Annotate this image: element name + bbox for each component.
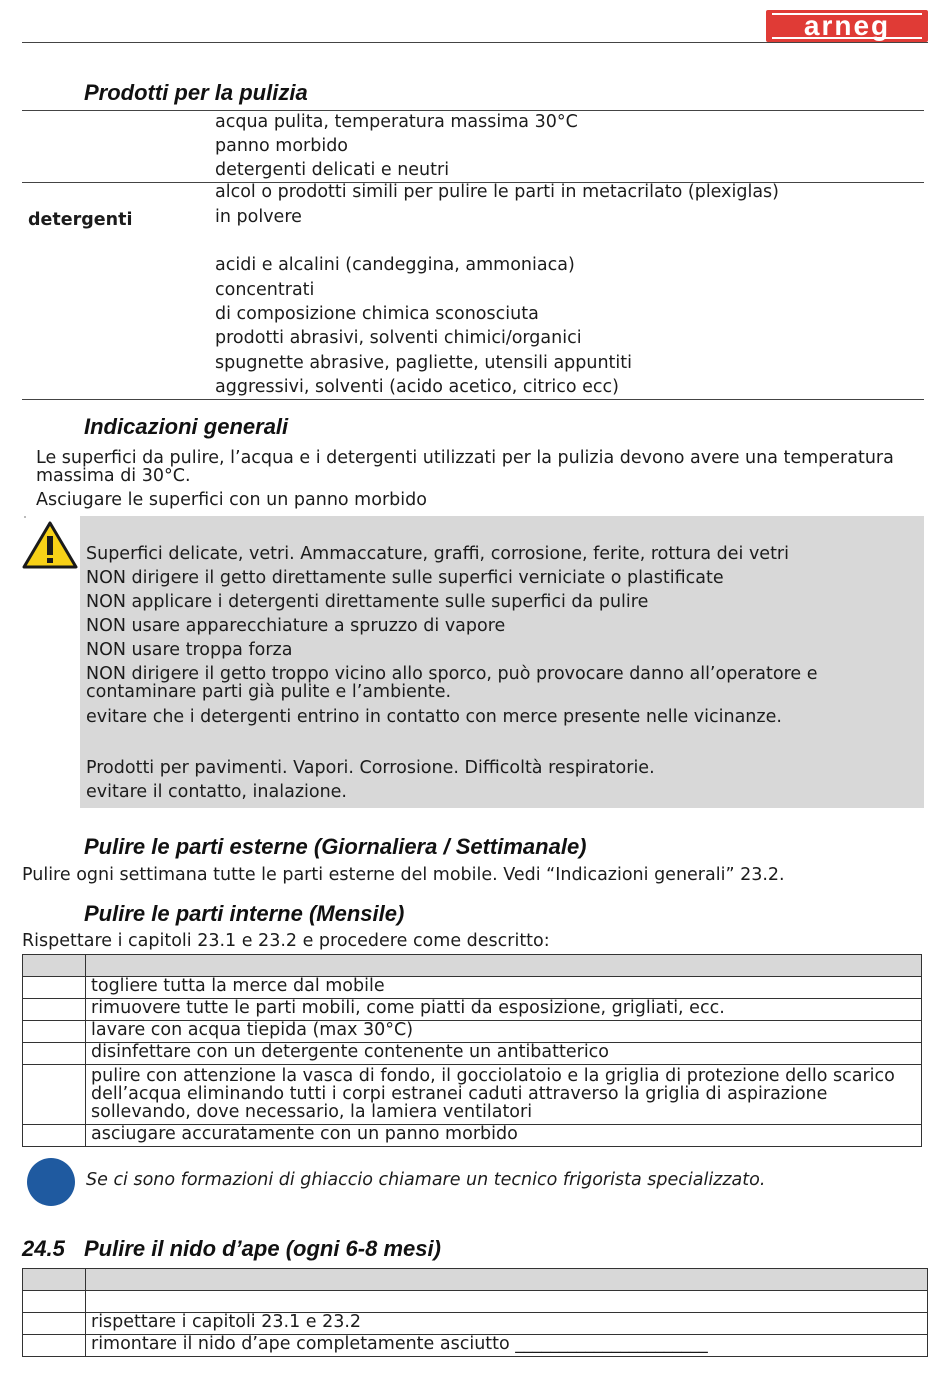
table-header-row bbox=[23, 955, 922, 977]
logo-text: arneg bbox=[772, 13, 922, 39]
forbidden-item: concentrati bbox=[215, 280, 315, 300]
header-rule bbox=[22, 42, 928, 43]
section-number: 24.5 bbox=[22, 1236, 65, 1261]
allowed-item: panno morbido bbox=[215, 136, 349, 156]
forbidden-item: prodotti abrasivi, solventi chimici/organici bbox=[215, 328, 582, 348]
detergenti-label: detergenti bbox=[28, 210, 133, 230]
warning-triangle-icon bbox=[22, 520, 78, 570]
external-heading: Pulire le parti esterne (Giornaliera / Settimanale) bbox=[84, 834, 587, 859]
step-text: disinfettare con un detergente contenente un antibatterico bbox=[86, 1043, 922, 1065]
info-text: Se ci sono formazioni di ghiaccio chiamare un tecnico frigorista specializzato. bbox=[86, 1170, 766, 1190]
forbidden-item: in polvere bbox=[215, 207, 302, 227]
forbidden-item: acidi e alcalini (candeggina, ammoniaca) bbox=[215, 255, 575, 275]
general-paragraph: Le superfici da pulire, l’acqua e i detergenti utilizzati per la pulizia devono avere una temperatura massima di 30°C. bbox=[36, 448, 894, 486]
step-text: togliere tutta la merce dal mobile bbox=[86, 977, 922, 999]
warning-line: evitare il contatto, inalazione. bbox=[86, 782, 347, 802]
internal-steps-table bbox=[22, 954, 922, 1147]
step-text: pulire con attenzione la vasca di fondo, il gocciolatoio e la griglia di protezione dello scarico dell’acqua eliminando tutti i corpi estranei caduti attraverso la griglia di aspirazione sollevando, dove necessario, la lamiera ventilatori bbox=[86, 1065, 922, 1125]
allowed-item: detergenti delicati e neutri bbox=[215, 160, 450, 180]
table-row bbox=[23, 977, 922, 999]
warning-line: Prodotti per pavimenti. Vapori. Corrosione. Difficoltà respiratorie. bbox=[86, 758, 655, 778]
arneg-logo bbox=[766, 10, 928, 42]
step-text: rispettare i capitoli 23.1 e 23.2 bbox=[86, 1313, 928, 1335]
table-row bbox=[23, 1291, 928, 1313]
forbidden-item: spugnette abrasive, pagliette, utensili appuntiti bbox=[215, 353, 633, 373]
info-circle-icon bbox=[27, 1158, 75, 1206]
warning-line: NON usare troppa forza bbox=[86, 640, 293, 660]
external-text: Pulire ogni settimana tutte le parti esterne del mobile. Vedi “Indicazioni generali” 23.2. bbox=[22, 865, 785, 885]
warning-icon-column bbox=[24, 516, 26, 518]
honeycomb-heading: Pulire il nido d’ape (ogni 6-8 mesi) bbox=[84, 1236, 441, 1261]
table-row bbox=[23, 999, 922, 1021]
table-row bbox=[23, 1065, 922, 1125]
step-text: rimontare il nido d’ape completamente asciutto ______________________ bbox=[86, 1335, 928, 1357]
table-header-row bbox=[23, 1269, 928, 1291]
warning-line: NON dirigere il getto direttamente sulle superfici verniciate o plastificate bbox=[86, 568, 724, 588]
step-text bbox=[86, 1291, 928, 1313]
allowed-item: acqua pulita, temperatura massima 30°C bbox=[215, 112, 578, 132]
general-heading: Indicazioni generali bbox=[84, 414, 289, 439]
warning-line: NON usare apparecchiature a spruzzo di vapore bbox=[86, 616, 506, 636]
forbidden-item: aggressivi, solventi (acido acetico, citrico ecc) bbox=[215, 377, 619, 397]
table-row bbox=[23, 1335, 928, 1357]
step-text: lavare con acqua tiepida (max 30°C) bbox=[86, 1021, 922, 1043]
internal-intro: Rispettare i capitoli 23.1 e 23.2 e procedere come descritto: bbox=[22, 931, 550, 951]
forbidden-item: alcol o prodotti simili per pulire le parti in metacrilato (plexiglas) bbox=[215, 182, 779, 202]
honeycomb-steps-table bbox=[22, 1268, 928, 1357]
table-row bbox=[23, 1043, 922, 1065]
warning-line: evitare che i detergenti entrino in contatto con merce presente nelle vicinanze. bbox=[86, 707, 782, 727]
warning-line: NON applicare i detergenti direttamente sulle superfici da pulire bbox=[86, 592, 649, 612]
step-text: asciugare accuratamente con un panno morbido bbox=[86, 1125, 922, 1147]
products-bottom-rule bbox=[22, 399, 924, 400]
warning-line: Superfici delicate, vetri. Ammaccature, graffi, corrosione, ferite, rottura dei vetri bbox=[86, 544, 789, 564]
cleaning-products-heading: Prodotti per la pulizia bbox=[84, 80, 308, 105]
general-paragraph: Asciugare le superfici con un panno morbido bbox=[36, 490, 427, 510]
table-row bbox=[23, 1021, 922, 1043]
warning-line: NON dirigere il getto troppo vicino allo sporco, può provocare danno all’operatore e contaminare parti già pulite e l’ambiente. bbox=[86, 664, 818, 702]
forbidden-item: di composizione chimica sconosciuta bbox=[215, 304, 539, 324]
internal-heading: Pulire le parti interne (Mensile) bbox=[84, 901, 405, 926]
step-text: rimuovere tutte le parti mobili, come piatti da esposizione, grigliati, ecc. bbox=[86, 999, 922, 1021]
table-row bbox=[23, 1313, 928, 1335]
table-row bbox=[23, 1125, 922, 1147]
